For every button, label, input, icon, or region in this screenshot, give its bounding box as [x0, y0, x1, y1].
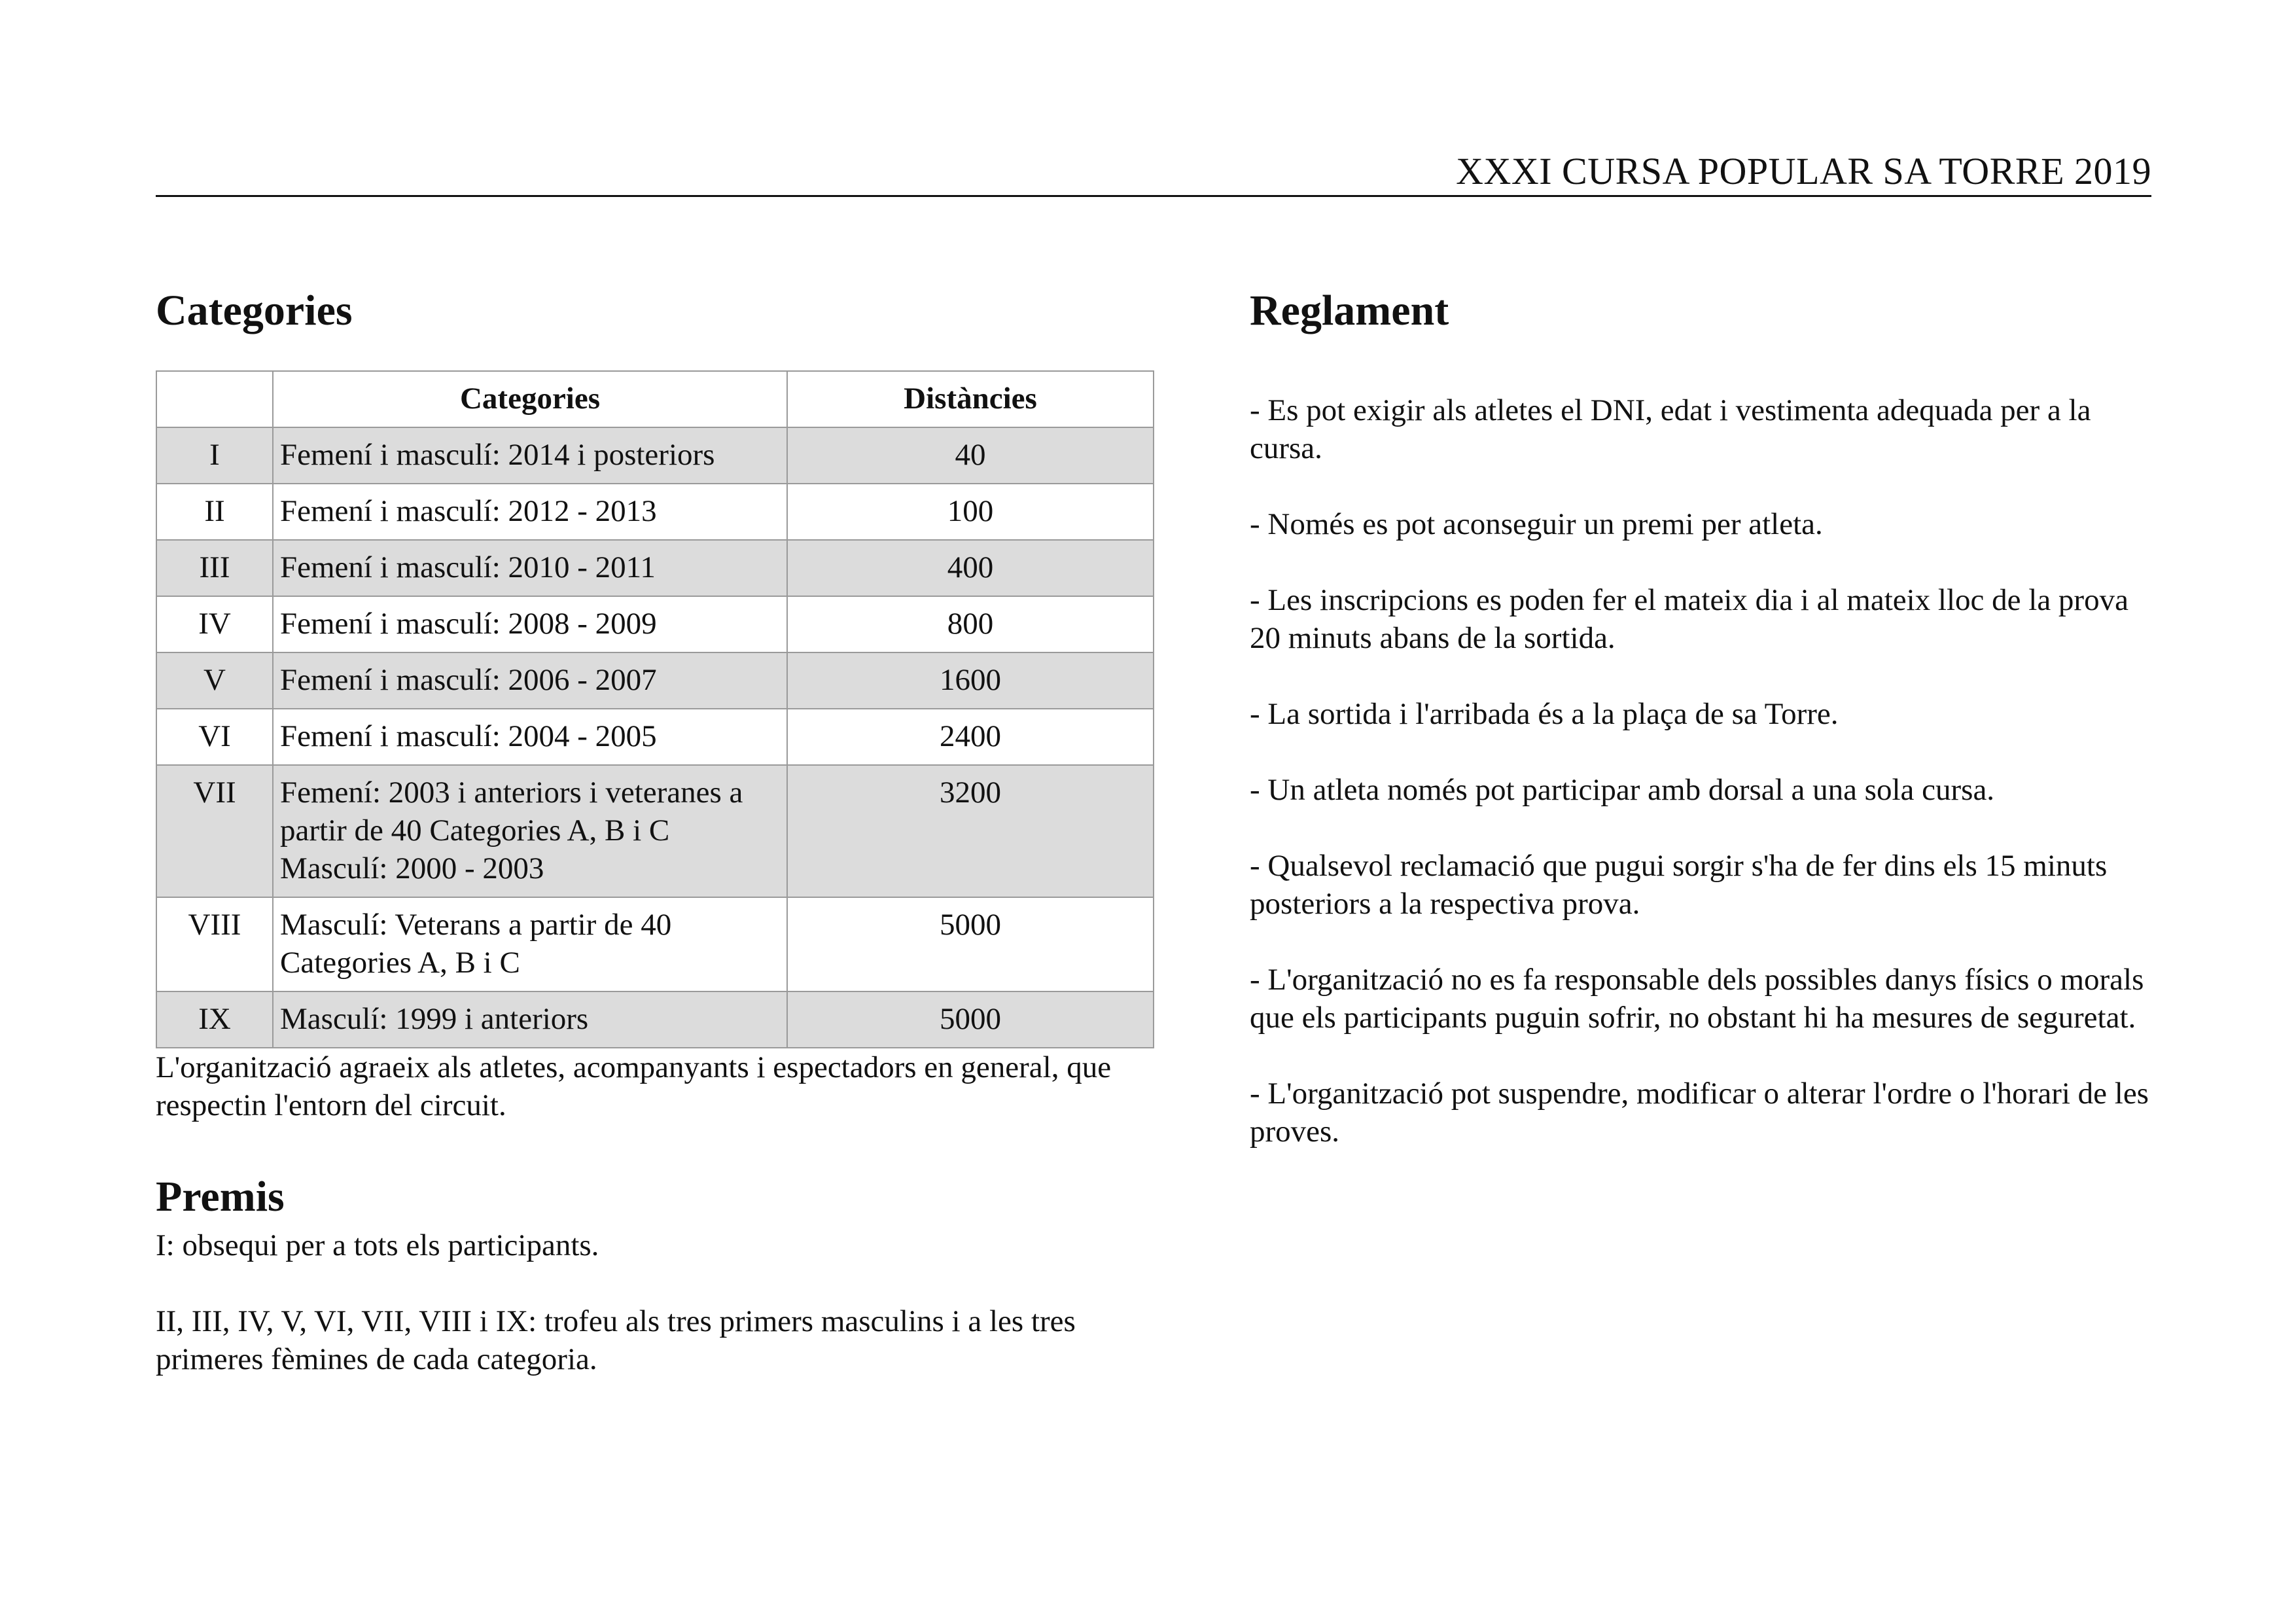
- category-number: V: [156, 652, 273, 709]
- category-description: Femení i masculí: 2014 i posteriors: [273, 427, 787, 484]
- rule-item: - Es pot exigir als atletes el DNI, edat i vestimenta adequada per a la cursa.: [1250, 393, 2091, 465]
- rule-item: - Un atleta només pot participar amb dorsal a una sola cursa.: [1250, 773, 1995, 807]
- premis-heading: Premis: [156, 1173, 285, 1221]
- category-distance: 5000: [787, 991, 1154, 1048]
- category-description: Masculí: 1999 i anteriors: [273, 991, 787, 1048]
- table-row: [156, 991, 1154, 1048]
- table-row: [156, 765, 1154, 897]
- category-description: Femení i masculí: 2010 - 2011: [273, 540, 787, 596]
- category-description: Femení i masculí: 2008 - 2009: [273, 596, 787, 652]
- category-distance: 40: [787, 427, 1154, 484]
- reglament-heading: Reglament: [1250, 287, 1449, 334]
- category-distance: 1600: [787, 652, 1154, 709]
- rule-item: - Només es pot aconseguir un premi per atleta.: [1250, 507, 1823, 541]
- premi-item: II, III, IV, V, VI, VII, VIII i IX: trofeu als tres primers masculins i a les tres primeres fèmines de cada categoria.: [156, 1304, 1076, 1376]
- categories-heading: Categories: [156, 287, 353, 334]
- category-number: II: [156, 484, 273, 540]
- category-number: IV: [156, 596, 273, 652]
- rule-item: - Les inscripcions es poden fer el mateix dia i al mateix lloc de la prova 20 minuts abans de la sortida.: [1250, 583, 2128, 655]
- table-row: [156, 596, 1154, 652]
- table-row: [156, 897, 1154, 991]
- category-distance: 400: [787, 540, 1154, 596]
- category-distance: 5000: [787, 897, 1154, 991]
- table-row: [156, 484, 1154, 540]
- header-cell-categories: Categories: [273, 371, 787, 427]
- page-header: [156, 151, 2151, 197]
- table-row: [156, 709, 1154, 765]
- category-description: Femení i masculí: 2006 - 2007: [273, 652, 787, 709]
- header-title: XXXI CURSA POPULAR SA TORRE 2019: [1456, 150, 2151, 192]
- category-number: VI: [156, 709, 273, 765]
- rule-item: - L'organització pot suspendre, modificar o alterar l'ordre o l'horari de les proves.: [1250, 1077, 2149, 1149]
- thanks-paragraph: L'organització agraeix als atletes, acompanyants i espectadors en general, que respectin l'entorn del circuit.: [156, 1050, 1112, 1122]
- category-number: I: [156, 427, 273, 484]
- category-number: VII: [156, 765, 273, 897]
- rule-item: - Qualsevol reclamació que pugui sorgir s'ha de fer dins els 15 minuts posteriors a la respectiva prova.: [1250, 849, 2108, 921]
- table-row: [156, 652, 1154, 709]
- premi-item: I: obsequi per a tots els participants.: [156, 1228, 599, 1262]
- header-cell-distances: Distàncies: [787, 371, 1154, 427]
- reglament-list: [1250, 391, 2166, 1150]
- category-description: Masculí: Veterans a partir de 40 Categories A, B i C: [273, 897, 787, 991]
- rule-item: - L'organització no es fa responsable dels possibles danys físics o morals que els participants puguin sofrir, no obstant hi ha mesures de seguretat.: [1250, 963, 2144, 1035]
- category-distance: 100: [787, 484, 1154, 540]
- category-description: Femení i masculí: 2012 - 2013: [273, 484, 787, 540]
- header-cell-number: [156, 371, 273, 427]
- right-column: [1250, 281, 2166, 1188]
- left-column: [156, 281, 1157, 1378]
- table-row: [156, 540, 1154, 596]
- category-distance: 3200: [787, 765, 1154, 897]
- category-distance: 2400: [787, 709, 1154, 765]
- categories-table: [156, 370, 1154, 1048]
- table-header-row: [156, 371, 1154, 427]
- category-number: VIII: [156, 897, 273, 991]
- category-number: III: [156, 540, 273, 596]
- category-number: IX: [156, 991, 273, 1048]
- rule-item: - La sortida i l'arribada és a la plaça de sa Torre.: [1250, 697, 1839, 731]
- category-description: Femení: 2003 i anteriors i veteranes a partir de 40 Categories A, B i C Masculí: 2000 - 2003: [273, 765, 787, 897]
- category-distance: 800: [787, 596, 1154, 652]
- table-row: [156, 427, 1154, 484]
- category-description: Femení i masculí: 2004 - 2005: [273, 709, 787, 765]
